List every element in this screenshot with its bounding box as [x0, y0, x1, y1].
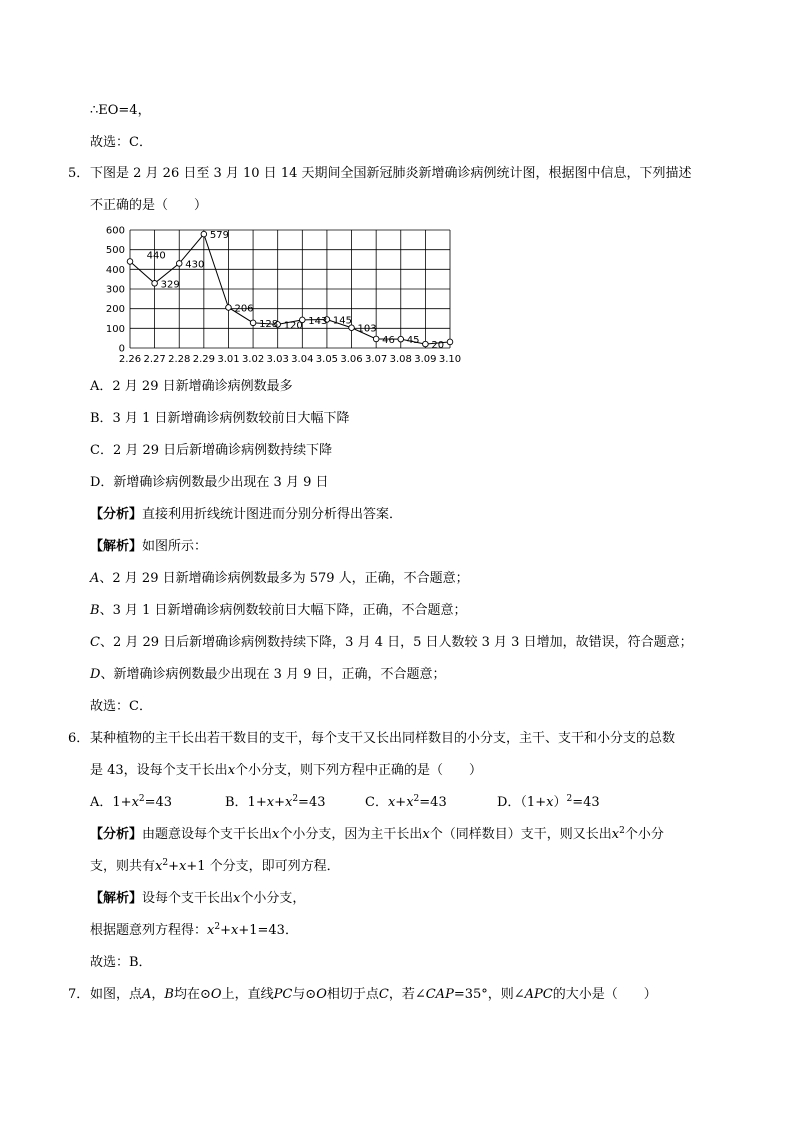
var-x: x: [272, 827, 280, 842]
var: PC: [273, 987, 293, 1002]
x-tick-label: 3.05: [315, 354, 339, 365]
var: C: [378, 987, 389, 1002]
t: =43: [144, 795, 173, 810]
q5-stem-line2: 不正确的是（ ）: [90, 198, 208, 213]
x-tick-label: 3.06: [340, 354, 363, 365]
var-x: x: [207, 923, 215, 938]
var-x: x: [546, 795, 554, 810]
t: 均在⊙: [173, 987, 211, 1002]
data-point: [447, 339, 453, 345]
text: 、2 月 29 日后新增确诊病例数持续下降，3 月 4 日，5 日人数较 3 月 3 日增加，故错误，符合题意；: [99, 635, 693, 650]
t: 的大小是（ ）: [552, 987, 657, 1002]
q5-option-c: C．2 月 29 日后新增确诊病例数持续下降: [90, 443, 333, 458]
sq: 2: [138, 794, 145, 804]
q5-solution: [90, 539, 207, 555]
data-point: [423, 341, 429, 347]
var-x: x: [422, 827, 430, 842]
t: A．1+: [90, 795, 132, 810]
var-x: x: [233, 891, 241, 906]
t: +: [168, 859, 179, 874]
t: 由题意设每个支干长出: [142, 827, 273, 842]
t: ）: [553, 795, 567, 810]
t: =35°，则∠: [453, 987, 525, 1002]
q5-answer: 故选：C．: [90, 699, 152, 714]
data-label: 145: [332, 315, 353, 327]
solution-text: 如图所示：: [142, 539, 208, 554]
q5-number: 5．: [68, 166, 90, 181]
t: +: [220, 923, 231, 938]
data-label: 143: [308, 315, 328, 327]
data-label: 206: [234, 303, 254, 315]
data-label: 45: [406, 335, 420, 347]
analysis-tag: 【分析】: [90, 507, 143, 522]
x-tick-label: 2.27: [143, 354, 166, 365]
y-tick-label: 200: [105, 304, 125, 316]
q5-option-b: B．3 月 1 日新增确诊病例数较前日大幅下降: [90, 411, 350, 426]
q5-analysis: [90, 507, 402, 523]
data-point: [176, 261, 182, 267]
var: CAP: [425, 987, 454, 1002]
x-tick-label: 2.29: [192, 354, 215, 365]
x-tick-label: 3.10: [438, 354, 462, 365]
data-label: 440: [146, 250, 166, 262]
data-point: [127, 259, 133, 265]
x-tick-label: 2.28: [168, 354, 191, 365]
q5-sol-c: [90, 635, 693, 651]
letter: D: [90, 667, 101, 682]
q6-answer: 故选：B．: [90, 955, 152, 970]
data-label: 329: [160, 279, 180, 291]
x-tick-label: 3.08: [389, 354, 412, 365]
x-tick-label: 2.26: [118, 354, 142, 365]
data-labels: [147, 230, 445, 351]
t: =43: [298, 795, 326, 810]
q7-stem: [90, 987, 657, 1003]
q6-analysis-line1: [90, 827, 664, 843]
letter: A: [90, 571, 100, 586]
q6-option-c: [365, 795, 447, 811]
var-x: x: [387, 795, 396, 810]
solution-tag: 【解析】: [90, 891, 143, 906]
q5-sol-b: [90, 603, 467, 619]
x-tick-label: 3.09: [414, 354, 437, 365]
t: 个小分支，因为主干长出: [279, 827, 423, 842]
t: 个小分: [624, 827, 664, 842]
data-label: 430: [185, 259, 205, 271]
var: O: [210, 987, 222, 1002]
y-tick-label: 600: [105, 225, 125, 237]
t: ，: [151, 987, 165, 1002]
t: 如图，点: [90, 987, 143, 1002]
t: +1 个分支，即可列方程．: [186, 859, 340, 874]
q6-stem-line1: 某种植物的主干长出若干数目的支干，每个支干又长出同样数目的小分支，主干、支干和小分支的总数: [90, 731, 676, 746]
y-tick-label: 500: [105, 245, 125, 257]
x-tick-label: 3.04: [291, 354, 314, 365]
data-point: [398, 336, 404, 342]
t: 相切于点: [326, 987, 379, 1002]
x-tick-label: 3.01: [217, 354, 240, 365]
data-label: 579: [209, 230, 229, 242]
q6-number: 6．: [68, 731, 90, 746]
q5-option-a: A．2 月 29 日新增确诊病例数最多: [90, 379, 293, 394]
sq: 2: [162, 858, 169, 868]
sq: 2: [413, 794, 420, 804]
t: 上，直线: [221, 987, 274, 1002]
data-label: 103: [357, 323, 377, 335]
sq: 2: [619, 826, 625, 836]
x-tick-label: 3.03: [266, 354, 289, 365]
var-x: x: [179, 859, 187, 874]
var-x: x: [227, 763, 236, 778]
q7-number: 7．: [68, 987, 90, 1002]
sq: 2: [292, 794, 299, 804]
data-label: 46: [382, 334, 395, 346]
var: B: [164, 987, 174, 1002]
q6-option-d: [497, 795, 600, 811]
line-chart: [90, 222, 470, 372]
t: +: [395, 795, 407, 810]
var: A: [142, 987, 152, 1002]
q6-option-b: [225, 795, 325, 811]
analysis-tag: 【分析】: [90, 827, 143, 842]
t: 设每个支干长出: [142, 891, 234, 906]
text: 、新增确诊病例数最少出现在 3 月 9 日，正确，不合题意；: [100, 667, 446, 682]
q6-option-a: [90, 795, 172, 811]
x-tick-label: 3.07: [365, 354, 388, 365]
data-label: 20: [431, 340, 445, 352]
var: APC: [524, 987, 553, 1002]
q6-solution-line1: [90, 891, 305, 907]
y-tick-label: 400: [105, 264, 125, 276]
t: D．（1+: [497, 795, 547, 810]
q5-sol-d: [90, 667, 446, 683]
q5-option-d: D．新增确诊病例数最少出现在 3 月 9 日: [90, 475, 329, 490]
data-label: 128: [259, 318, 279, 330]
data-point: [373, 336, 379, 342]
letter: B: [90, 603, 100, 618]
t: 个小分支，: [240, 891, 306, 906]
data-point: [250, 320, 256, 326]
t: 与⊙: [292, 987, 317, 1002]
var-x: x: [155, 859, 163, 874]
var-x: x: [406, 795, 414, 810]
t: 支，则共有: [90, 859, 156, 874]
q5-stem-line1: 下图是 2 月 26 日至 3 月 10 日 14 天期间全国新冠肺炎新增确诊病例统计图，根据图中信息，下列描述: [90, 166, 692, 181]
q5-sol-a: [90, 571, 469, 587]
data-label: 120: [283, 320, 303, 332]
y-tick-label: 100: [105, 323, 125, 335]
var-x: x: [611, 827, 620, 842]
sq: 2: [566, 794, 573, 804]
var-x: x: [266, 795, 275, 810]
t: 个（同样数目）支干，则又长出: [429, 827, 612, 842]
t: +1=43．: [238, 923, 298, 938]
var-x: x: [231, 923, 239, 938]
t: C．: [365, 795, 388, 810]
t: ，若∠: [388, 987, 426, 1002]
letter: C: [90, 635, 100, 650]
data-point: [201, 231, 207, 237]
data-point: [152, 280, 158, 286]
y-tick-label: 0: [118, 343, 125, 355]
eo-line: ∴EO=4，: [90, 103, 151, 118]
x-tick-labels: [119, 354, 461, 365]
y-tick-labels: [106, 226, 125, 355]
t: 是 43，设每个支干长出: [90, 763, 228, 778]
x-tick-label: 3.02: [241, 354, 265, 365]
y-tick-label: 300: [105, 284, 125, 296]
t: B．1+: [225, 795, 267, 810]
data-point: [226, 305, 232, 311]
q6-solution-line2: [90, 923, 298, 939]
solution-tag: 【解析】: [90, 539, 143, 554]
q6-analysis-line2: [90, 859, 340, 875]
t: 根据题意列方程得：: [90, 923, 208, 938]
t: =43: [572, 795, 600, 810]
analysis-text: 直接利用折线统计图进而分别分析得出答案．: [142, 507, 403, 522]
t: +: [274, 795, 285, 810]
text: 、3 月 1 日新增确诊病例数较前日大幅下降，正确，不合题意；: [99, 603, 467, 618]
q6-stem-line2: [90, 763, 482, 779]
var: O: [316, 987, 327, 1002]
var-x: x: [131, 795, 139, 810]
sq: 2: [214, 922, 221, 932]
prev-answer: 故选：C．: [90, 135, 152, 150]
var-x: x: [284, 795, 293, 810]
t: 个小分支，则下列方程中正确的是（ ）: [235, 763, 483, 778]
text: 、2 月 29 日新增确诊病例数最多为 579 人，正确，不合题意；: [99, 571, 469, 586]
t: =43: [419, 795, 447, 810]
